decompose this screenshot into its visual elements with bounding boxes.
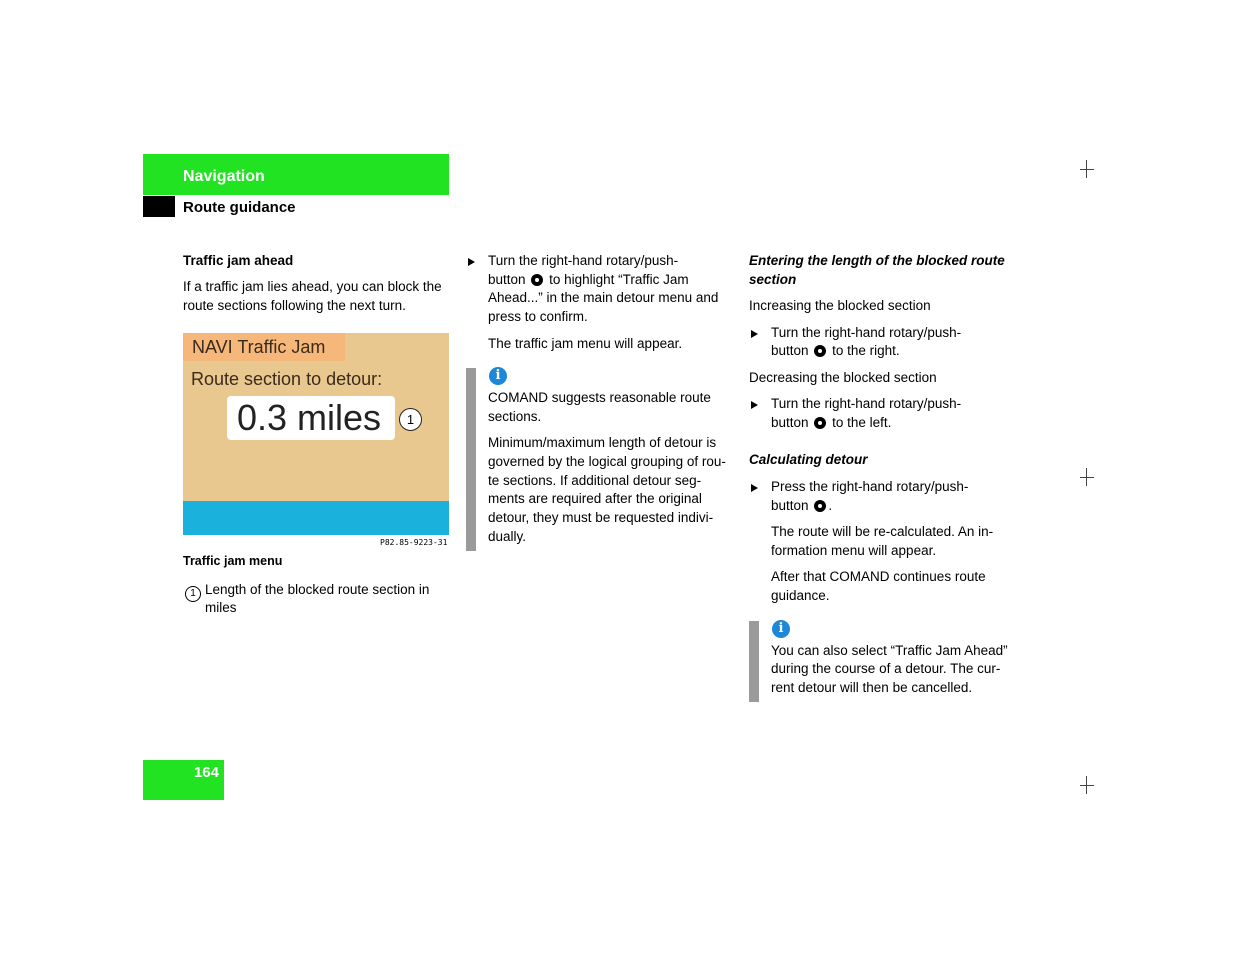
note-3-line-2: during the course of a detour. The cur- [771,661,1001,676]
note-2-line-5: detour, they must be requested indivi- [488,510,714,525]
step-line-1: Turn the right-hand rotary/push- [488,253,679,268]
bullet-arrow-icon [751,401,758,409]
decrease-line-2 [771,414,891,433]
increase-line-2 [771,342,900,361]
section-title: Navigation [183,168,265,185]
increase-line-2-start: button [771,343,809,358]
subsection-title: Route guidance [183,199,296,216]
increase-line-1: Turn the right-hand rotary/push- [771,325,962,340]
decrease-line-2-start: button [771,415,809,430]
note-1-line-1: COMAND suggests reasonable route [488,390,711,405]
heading-traffic-jam-ahead: Traffic jam ahead [183,253,294,268]
rotary-button-icon [531,274,543,286]
note-2-line-6: dually. [488,529,527,544]
note-3-line-3: rent detour will then be cancelled. [771,680,973,695]
step-line-4: press to confirm. [488,309,588,324]
decrease-label: Decreasing the blocked section [749,370,937,385]
step-line-2-end: to highlight “Traffic Jam [549,272,689,287]
step-result: The traffic jam menu will appear. [488,336,683,351]
step-line-2-start: button [488,272,526,287]
increase-line-2-end: to the right. [832,343,900,358]
note-2-line-1: Minimum/maximum length of detour is [488,435,717,450]
legend-callout-number: 1 [185,586,201,602]
decrease-line-1: Turn the right-hand rotary/push- [771,396,962,411]
page-number: 164 [193,764,219,781]
info-icon: i [489,367,507,385]
calc-result-2-line-1: After that COMAND continues route [771,569,986,584]
legend-line-1: Length of the blocked route section in [205,582,430,597]
calc-line-2-start: button [771,498,809,513]
note-3-line-1: You can also select “Traffic Jam Ahead” [771,643,1008,658]
crop-mark-middle [1080,468,1094,486]
note-2-line-4: ments are required after the original [488,491,702,506]
rotary-button-icon [814,417,826,429]
bullet-arrow-icon [751,330,758,338]
note-2-line-2: governed by the logical grouping of rou- [488,454,726,469]
step-line-2 [488,271,689,290]
bullet-arrow-icon [468,258,475,266]
screen-value: 0.3 miles [237,397,382,438]
calc-line-2 [771,497,832,516]
decrease-line-2-end: to the left. [832,415,892,430]
figure-caption: Traffic jam menu [183,554,283,568]
bullet-arrow-icon [751,484,758,492]
calc-line-2-end: . [828,498,833,513]
calc-result-1-line-2: formation menu will appear. [771,543,937,558]
subsection-marker [143,196,175,217]
increase-label: Increasing the blocked section [749,298,931,313]
calc-line-1: Press the right-hand rotary/push- [771,479,969,494]
rotary-button-icon [814,500,826,512]
heading-entering-length-1: Entering the length of the blocked route [749,253,1005,268]
rotary-button-icon [814,345,826,357]
figure-code: P82.85-9223-31 [380,538,448,547]
legend-callout [185,583,201,602]
screen-bottom-bar [183,501,449,535]
note-1-line-2: sections. [488,409,542,424]
heading-calculating-detour: Calculating detour [749,452,868,467]
note-2-line-3: te sections. If additional detour seg- [488,473,702,488]
crop-mark-bottom [1080,776,1094,794]
screen-label: Route section to detour: [191,369,383,389]
crop-mark-top [1080,160,1094,178]
note-sidebar [466,368,476,551]
heading-entering-length-2: section [749,272,797,287]
info-icon: i [772,620,790,638]
calc-result-1-line-1: The route will be re-calculated. An in- [771,524,994,539]
screen-title: NAVI Traffic Jam [192,337,326,357]
intro-line-1: If a traffic jam lies ahead, you can block the [183,279,442,294]
calc-result-2-line-2: guidance. [771,588,830,603]
traffic-jam-menu-screen [183,333,449,535]
legend-line-2: miles [205,600,237,615]
screen-callout-number: 1 [399,408,422,431]
note-sidebar [749,621,759,702]
step-line-3: Ahead...” in the main detour menu and [488,290,719,305]
intro-line-2: route sections following the next turn. [183,298,406,313]
